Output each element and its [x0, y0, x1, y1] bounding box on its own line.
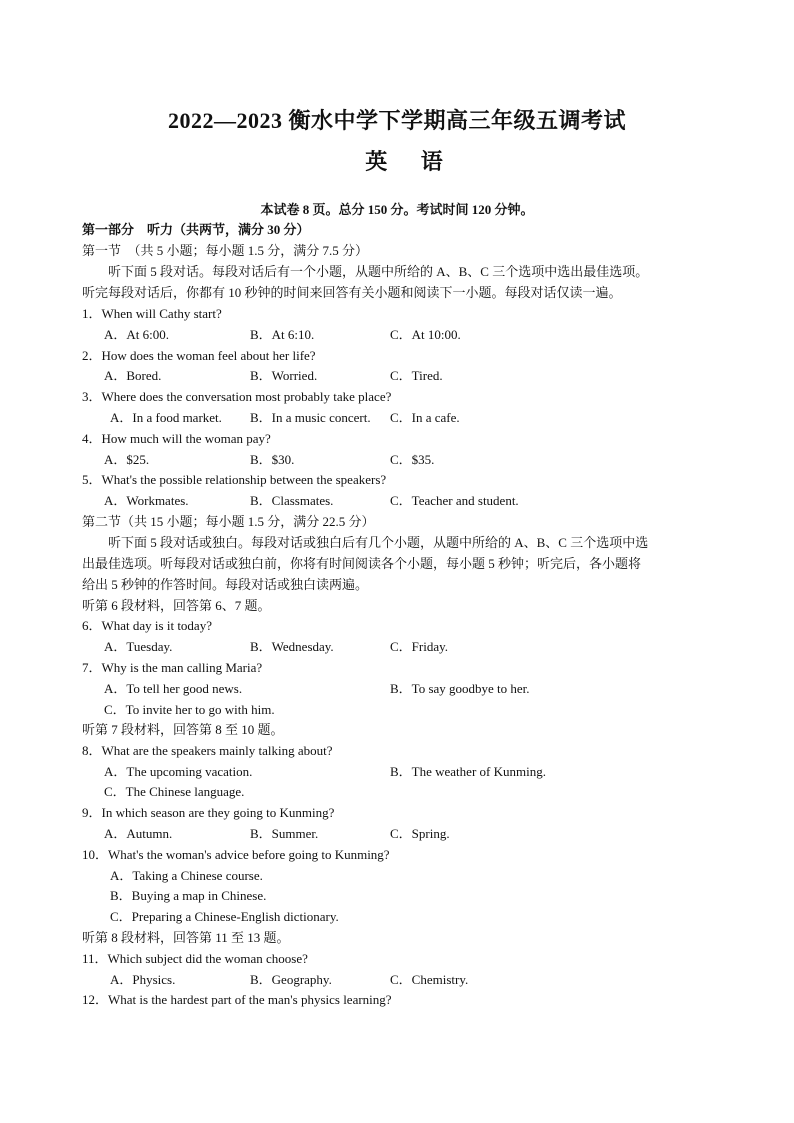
option-c: C．At 10:00.: [390, 327, 461, 342]
option-c: C．Chemistry.: [390, 972, 469, 987]
option-a: A．The upcoming vacation.: [104, 764, 253, 779]
option-b: B．To say goodbye to her.: [390, 681, 530, 696]
section1-instructions-1: 听下面 5 段对话。每段对话后有一个小题，从题中所给的 A、B、C 三个选项中选出最佳选项。: [108, 264, 649, 279]
option-b: B．At 6:10.: [250, 327, 315, 342]
question-stem: 11．Which subject did the woman choose?: [82, 951, 308, 966]
option-a: A．Workmates.: [104, 493, 189, 508]
option-a: A．To tell her good news.: [104, 681, 243, 696]
option-a: A．Physics.: [110, 972, 176, 987]
exam-title: 2022—2023 衡水中学下学期高三年级五调考试: [167, 108, 626, 133]
option-b: B．Worried.: [250, 368, 318, 383]
question-stem: 2．How does the woman feel about her life?: [82, 348, 316, 363]
question-stem: 5．What's the possible relationship between the speakers?: [82, 472, 387, 487]
option-a: A．$25.: [104, 452, 150, 467]
option-a: A．Taking a Chinese course.: [110, 868, 263, 883]
option-b: B．Classmates.: [250, 493, 334, 508]
option-c: C．In a cafe.: [390, 410, 460, 425]
subject-title: 英 语: [365, 149, 457, 174]
option-b: B．In a music concert.: [250, 410, 371, 425]
option-b: B．Buying a map in Chinese.: [110, 888, 267, 903]
option-c: C．Preparing a Chinese-English dictionary.: [110, 909, 339, 924]
question-stem: 6．What day is it today?: [82, 618, 212, 633]
section1-heading: 第一节 （共 5 小题；每小题 1.5 分，满分 7.5 分）: [82, 243, 369, 258]
material-note: 听第 7 段材料，回答第 8 至 10 题。: [82, 722, 284, 737]
option-a: A．Bored.: [104, 368, 162, 383]
question-stem: 3．Where does the conversation most probably take place?: [82, 389, 392, 404]
option-c: C．Teacher and student.: [390, 493, 519, 508]
option-b: B．Wednesday.: [250, 639, 334, 654]
question-stem: 9．In which season are they going to Kunming?: [82, 805, 335, 820]
question-stem: 12．What is the hardest part of the man's physics learning?: [82, 992, 392, 1007]
exam-intro: 本试卷 8 页。总分 150 分。考试时间 120 分钟。: [260, 202, 534, 217]
option-c: C．$35.: [390, 452, 435, 467]
material-note: 听第 6 段材料，回答第 6、7 题。: [82, 598, 271, 613]
section2-instructions-2: 出最佳选项。听每段对话或独白前，你将有时间阅读各个小题，每小题 5 秒钟；听完后，各小题将: [82, 556, 642, 571]
question-stem: 8．What are the speakers mainly talking about?: [82, 743, 333, 758]
option-b: B．$30.: [250, 452, 295, 467]
option-b: B．The weather of Kunming.: [390, 764, 546, 779]
section2-instructions-3: 给出 5 秒钟的作答时间。每段对话或独白读两遍。: [82, 577, 369, 592]
section2-heading: 第二节（共 15 小题；每小题 1.5 分，满分 22.5 分）: [82, 514, 375, 529]
material-note: 听第 8 段材料，回答第 11 至 13 题。: [82, 930, 290, 945]
option-a: A．In a food market.: [110, 410, 222, 425]
option-c: C．Spring.: [390, 826, 450, 841]
option-a: A．At 6:00.: [104, 327, 170, 342]
question-stem: 10．What's the woman's advice before going to Kunming?: [82, 847, 390, 862]
section2-instructions-1: 听下面 5 段对话或独白。每段对话或独白后有几个小题，从题中所给的 A、B、C 三个选项中选: [108, 535, 649, 550]
option-c: C．Tired.: [390, 368, 443, 383]
part1-heading: 第一部分 听力（共两节，满分 30 分）: [82, 222, 310, 237]
option-a: A．Autumn.: [104, 826, 173, 841]
option-b: B．Summer.: [250, 826, 319, 841]
option-c: C．To invite her to go with him.: [104, 702, 275, 717]
option-c: C．Friday.: [390, 639, 449, 654]
question-stem: 4．How much will the woman pay?: [82, 431, 271, 446]
option-b: B．Geography.: [250, 972, 332, 987]
question-stem: 1．When will Cathy start?: [82, 306, 222, 321]
section1-instructions-2: 听完每段对话后，你都有 10 秒钟的时间来回答有关小题和阅读下一小题。每段对话仅读一遍。: [82, 285, 622, 300]
option-c: C．The Chinese language.: [104, 784, 245, 799]
option-a: A．Tuesday.: [104, 639, 173, 654]
question-stem: 7．Why is the man calling Maria?: [82, 660, 263, 675]
